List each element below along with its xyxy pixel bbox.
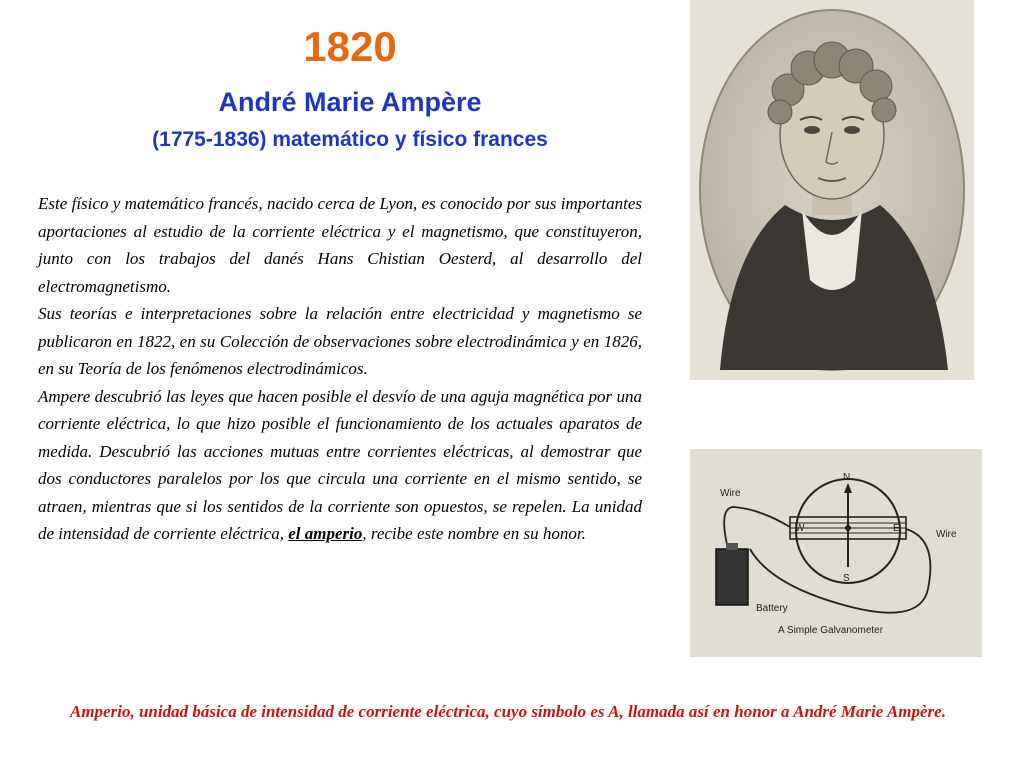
- wire-right-label: Wire: [936, 529, 957, 540]
- paragraph-1: Este físico y matemático francés, nacido cerca de Lyon, es conocido por sus importantes aportaciones al estudio de la corriente eléctrica y el magnetismo, que constituyeron, junto con los trabajos del danés Hans Chistian Oesterd, al desarrollo del electromagnetismo.: [38, 194, 642, 296]
- slide-title: André Marie Ampère: [218, 87, 482, 117]
- paragraph-2: Sus teorías e interpretaciones sobre la relación entre electricidad y magnetismo se publicaron en 1822, en su Colección de observaciones sobre electrodinámica y en 1826, en su Teoría de los fenómenos electrodinámicos.: [38, 304, 642, 378]
- paragraph-3-end: , recibe este nombre en su honor.: [362, 524, 586, 543]
- north-label: N: [843, 472, 851, 483]
- paragraph-3: [38, 383, 642, 548]
- ampere-portrait: [690, 0, 974, 380]
- slide-subtitle: (1775-1836) matemático y físico frances: [152, 128, 548, 151]
- amperio-emphasis: el amperio: [288, 524, 363, 543]
- east-label: E: [893, 523, 900, 534]
- footer-note: Amperio, unidad básica de intensidad de corriente eléctrica, cuyo símbolo es A, llamada así en honor a André Marie Ampère.: [70, 702, 946, 721]
- west-label: W: [795, 523, 805, 534]
- slide-year: 1820: [303, 23, 397, 70]
- south-label: S: [843, 573, 850, 584]
- galvanometer-illustration: [690, 449, 982, 657]
- battery-label: Battery: [756, 603, 788, 614]
- paragraph-3-text: Ampere descubrió las leyes que hacen posible el desvío de una aguja magnética por una corriente eléctrica, lo que hizo posible el funcionamiento de los actuales aparatos de medida. Descubrió las acciones mutuas entre corrientes eléctricas, al demostrar que dos conductores paralelos por los que circula una corriente en el mismo sentido, se atraen, mientras que si los sentidos de la corriente son opuestos, se repelen. La unidad de intensidad de corriente eléctrica,: [38, 386, 642, 543]
- galvanometer-diagram: [690, 449, 982, 657]
- wire-left-label: Wire: [720, 488, 741, 499]
- body-text: [38, 190, 642, 548]
- portrait-illustration: [690, 0, 974, 380]
- diagram-caption: A Simple Galvanometer: [778, 625, 884, 636]
